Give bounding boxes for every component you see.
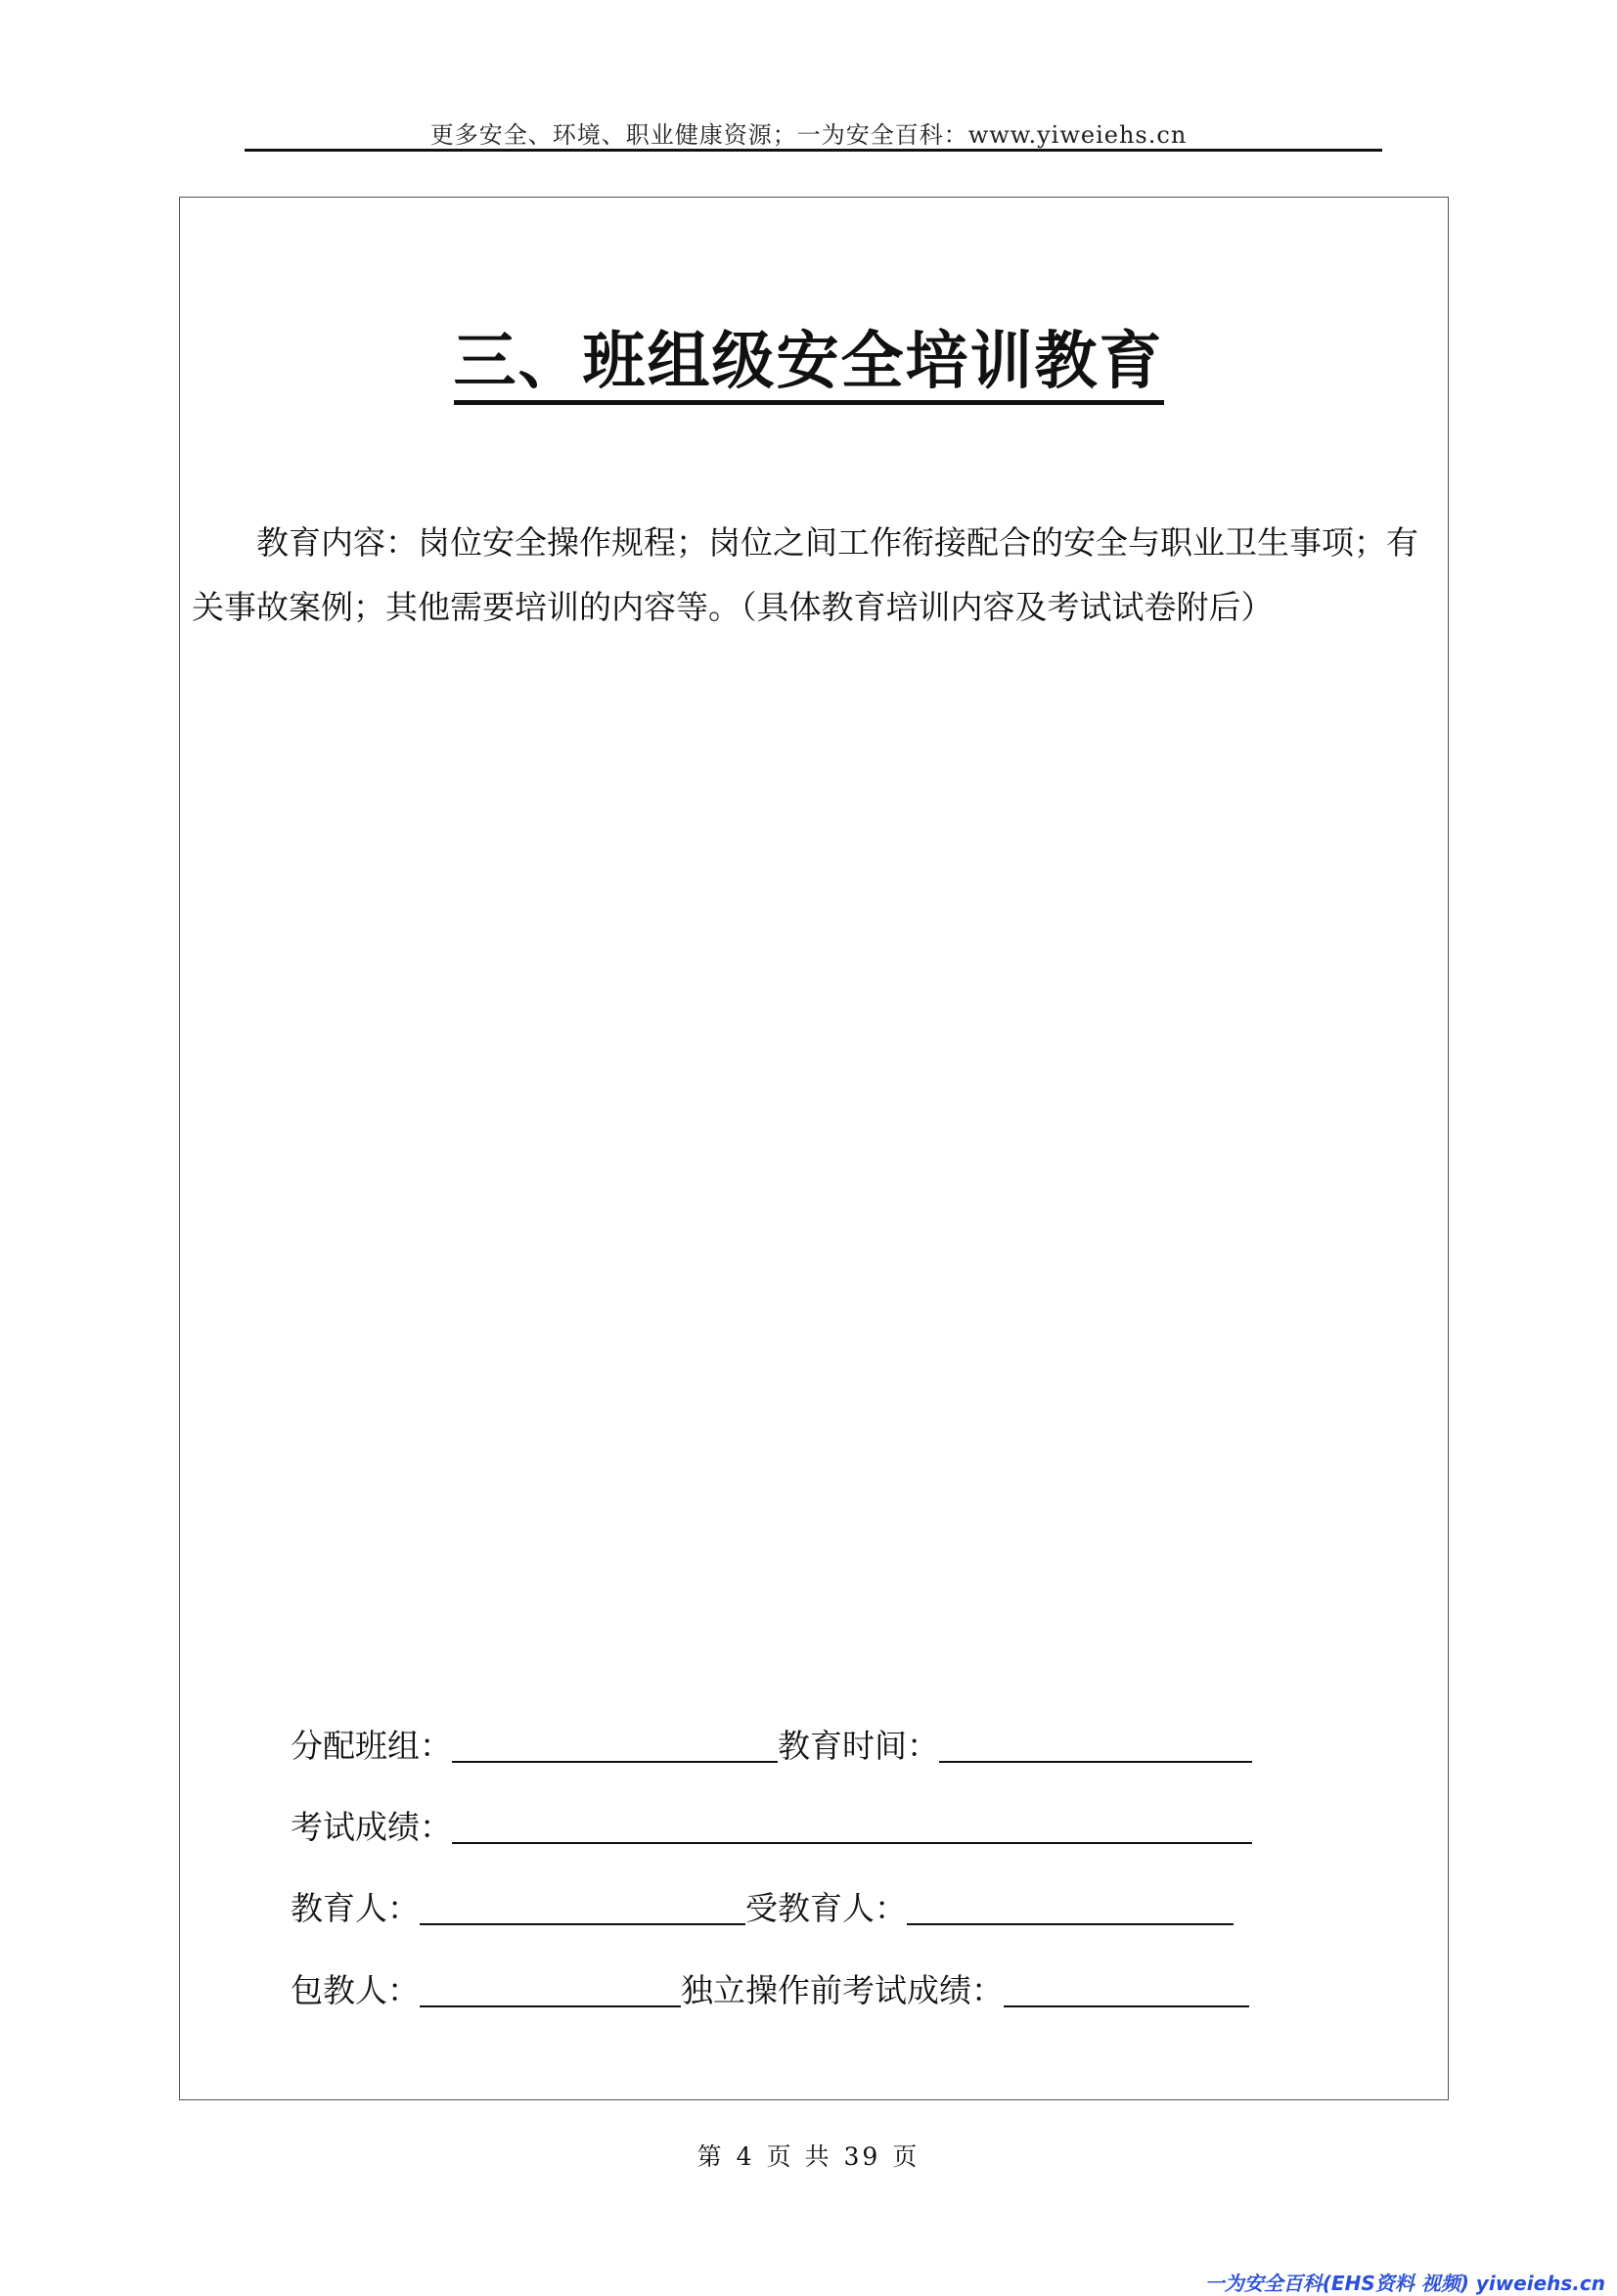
education-time-field[interactable]	[939, 1761, 1252, 1763]
brand-watermark: 一为安全百科(EHS资料 视频) yiweiehs.cn	[1204, 2272, 1605, 2295]
educatee-field[interactable]	[907, 1923, 1234, 1925]
education-time-label: 教育时间：	[778, 1727, 939, 1765]
form-row-educator	[291, 1884, 1259, 1933]
educator-field[interactable]	[420, 1923, 745, 1925]
mentor-field[interactable]	[420, 2005, 681, 2007]
educatee-label: 受教育人：	[745, 1889, 907, 1927]
form-row-team-time	[291, 1722, 1259, 1771]
independent-exam-field[interactable]	[1004, 2005, 1249, 2007]
section-title	[0, 311, 1617, 401]
page-number-total: 39	[843, 2142, 881, 2171]
assigned-team-label: 分配班组：	[291, 1727, 452, 1765]
header-rule	[245, 149, 1382, 152]
page-footer	[0, 2138, 1617, 2173]
exam-score-label: 考试成绩：	[291, 1808, 452, 1846]
page-footer-prefix: 第	[696, 2142, 725, 2171]
assigned-team-field[interactable]	[452, 1761, 778, 1763]
mentor-label: 包教人：	[291, 1971, 420, 2009]
page-number-current: 4	[736, 2142, 755, 2171]
educator-label: 教育人：	[291, 1889, 420, 1927]
education-content-paragraph: 教育内容：岗位安全操作规程；岗位之间工作衔接配合的安全与职业卫生事项；有关事故案例；其他需要培训的内容等。（具体教育培训内容及考试试卷附后）	[192, 523, 1418, 626]
form-row-mentor	[291, 1966, 1259, 2015]
page-footer-suffix: 页	[892, 2142, 921, 2171]
page-footer-middle: 页 共	[766, 2142, 832, 2171]
header-text: 更多安全、环境、职业健康资源；一为安全百科：www.yiweiehs.cn	[429, 121, 1188, 149]
exam-score-field[interactable]	[452, 1842, 1252, 1844]
form-row-exam-score	[291, 1803, 1259, 1852]
independent-exam-label: 独立操作前考试成绩：	[681, 1971, 1004, 2009]
section-title-text: 三、班组级安全培训教育	[454, 326, 1164, 405]
